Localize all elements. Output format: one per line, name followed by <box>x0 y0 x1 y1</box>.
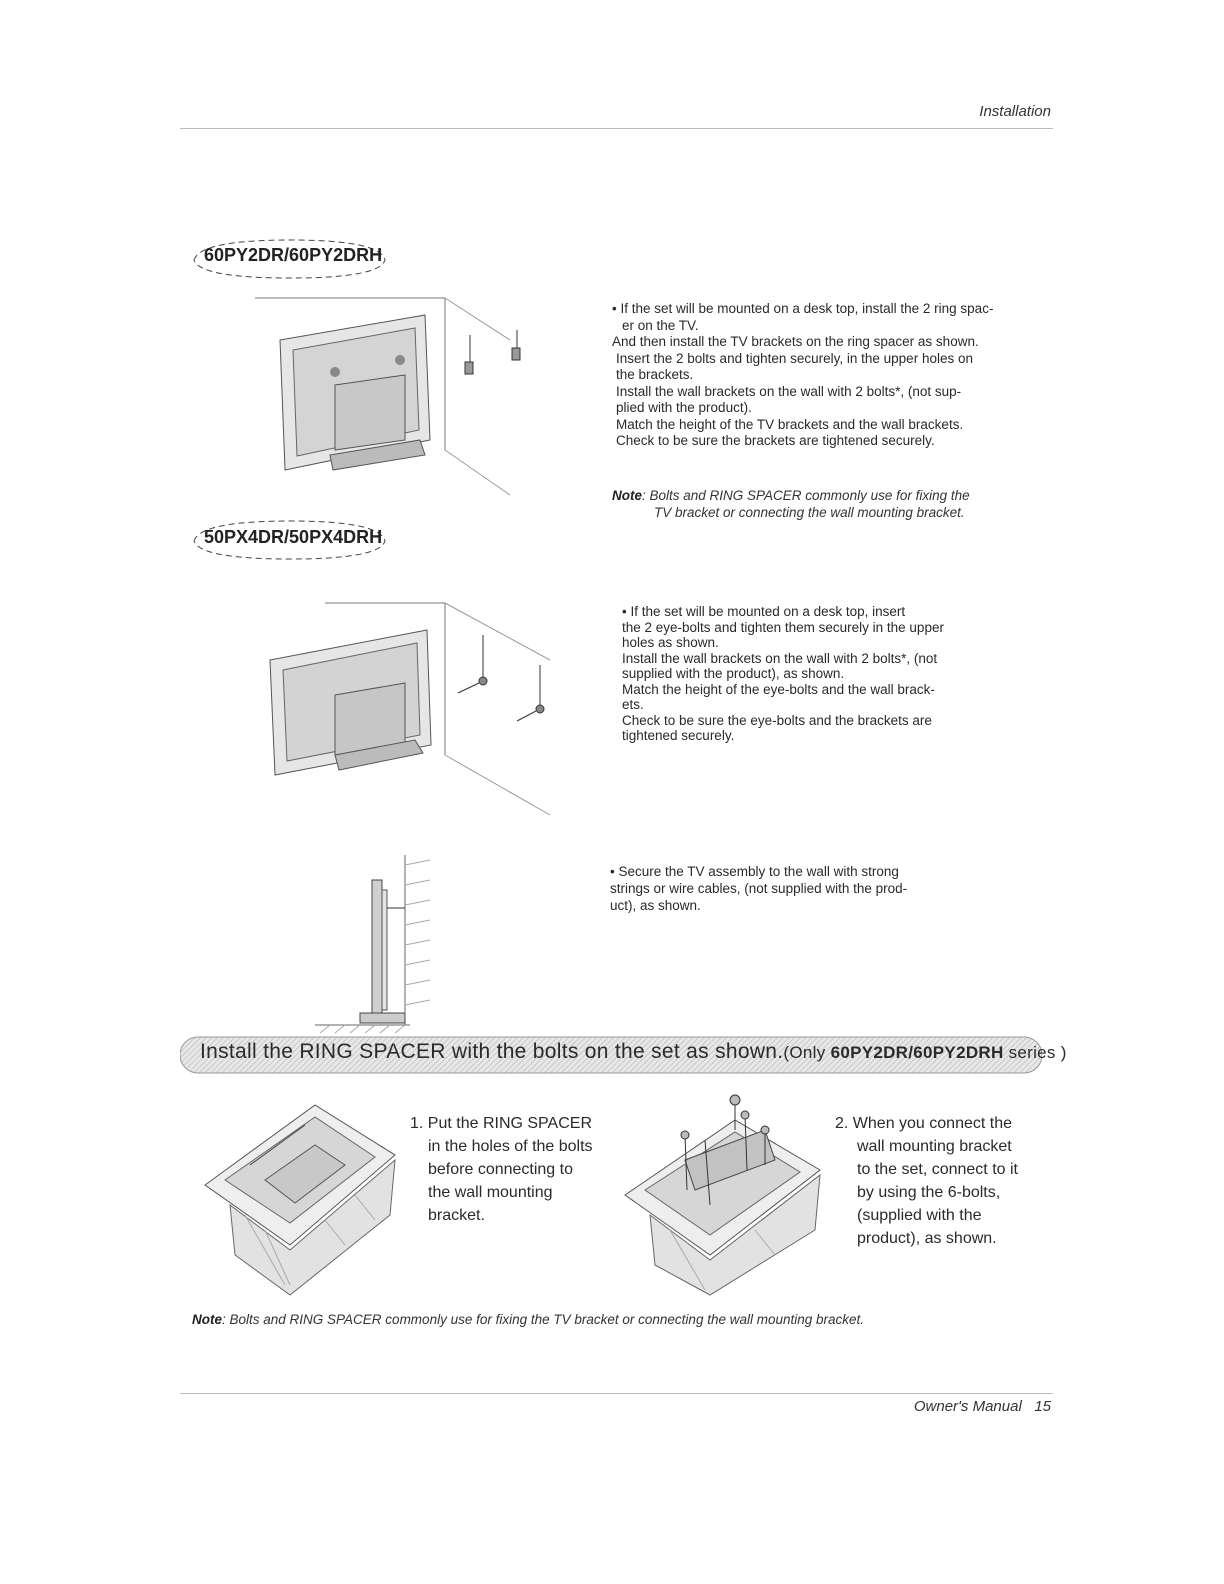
model-a-line-4: Insert the 2 bolts and tighten securely, in the upper holes on <box>616 350 973 366</box>
footer <box>914 1398 1051 1415</box>
tv-face-down-bracket-bolts-diagram <box>615 1090 830 1300</box>
header-rule <box>180 128 1053 129</box>
model-b-line-2: the 2 eye-bolts and tighten them securely in the upper <box>622 619 944 635</box>
footer-manual-title: Owner's Manual <box>913 1398 1022 1415</box>
model-b-label-bubble <box>180 513 400 563</box>
step-1-line-5: bracket. <box>428 1207 485 1224</box>
step-2-line-4: by using the 6-bolts, <box>857 1184 1001 1201</box>
model-b-wall-bracket-illustration <box>255 595 555 820</box>
banner-paren-open: (Only <box>783 1043 831 1062</box>
footer-rule <box>180 1393 1053 1394</box>
secure-instructions <box>610 863 990 914</box>
model-a-line-1: • If the set will be mounted on a desk top, install the 2 ring spac- <box>612 301 994 316</box>
step-2-line-6: product), as shown. <box>857 1230 997 1247</box>
secure-line-3: uct), as shown. <box>610 898 701 913</box>
model-a-label-bubble <box>180 232 400 282</box>
step-2-text <box>835 1112 1055 1250</box>
model-a-label: 60PY2DR/60PY2DRH <box>204 245 383 265</box>
model-a-note <box>612 487 1052 521</box>
section-banner-title <box>200 1040 1067 1064</box>
step-2-illustration <box>615 1090 830 1300</box>
step-2-line-5: (supplied with the <box>857 1207 982 1224</box>
side-view-illustration <box>310 855 440 1035</box>
banner-main-text: Install the RING SPACER with the bolts on the set as shown. <box>200 1040 784 1063</box>
secure-line-2: strings or wire cables, (not supplied with the prod- <box>610 881 908 896</box>
model-b-line-4: Install the wall brackets on the wall with 2 bolts*, (not <box>622 650 938 666</box>
step-2-line-1: 2. When you connect the <box>835 1115 1012 1132</box>
model-b-instructions <box>622 604 1022 744</box>
step-1-line-1: 1. Put the RING SPACER <box>410 1115 592 1132</box>
step-1-illustration <box>195 1095 405 1300</box>
model-a-note-line-1: : Bolts and RING SPACER commonly use for fixing the <box>642 488 970 503</box>
model-b-line-9: tightened securely. <box>622 728 735 743</box>
section-title: Installation <box>979 103 1051 120</box>
bottom-note-label: Note <box>192 1312 222 1327</box>
model-a-instructions <box>612 301 1052 450</box>
banner-model-names: 60PY2DR/60PY2DRH <box>830 1043 1004 1062</box>
model-a-line-6: Install the wall brackets on the wall with 2 bolts*, (not sup- <box>616 383 962 399</box>
model-a-line-5: the brackets. <box>616 367 694 382</box>
tv-eye-bolt-diagram <box>255 595 555 820</box>
step-2-line-3: to the set, connect to it <box>857 1161 1018 1178</box>
model-a-wall-bracket-illustration <box>255 290 555 500</box>
model-a-note-line-2: TV bracket or connecting the wall mounting bracket. <box>654 505 965 520</box>
bottom-note-text: : Bolts and RING SPACER commonly use for fixing the TV bracket or connecting the wall mounting bracket. <box>222 1312 865 1327</box>
step-1-text <box>410 1112 630 1227</box>
model-b-line-5: supplied with the product), as shown. <box>622 666 845 681</box>
tv-side-cable-diagram <box>310 855 440 1035</box>
secure-line-1: • Secure the TV assembly to the wall with strong <box>610 864 899 879</box>
model-a-line-3: And then install the TV brackets on the ring spacer as shown. <box>612 334 979 349</box>
tv-face-down-ring-spacer-diagram <box>195 1095 405 1300</box>
step-1-line-2: in the holes of the bolts <box>428 1138 593 1155</box>
model-b-label: 50PX4DR/50PX4DRH <box>204 527 383 547</box>
model-a-line-2: er on the TV. <box>622 317 699 333</box>
step-1-line-3: before connecting to <box>428 1161 573 1178</box>
step-2-line-2: wall mounting bracket <box>857 1138 1012 1155</box>
model-b-line-3: holes as shown. <box>622 635 719 650</box>
banner-suffix: series ) <box>1003 1043 1067 1062</box>
model-b-line-7: ets. <box>622 697 644 712</box>
model-b-line-8: Check to be sure the eye-bolts and the brackets are <box>622 712 932 728</box>
model-a-line-9: Check to be sure the brackets are tightened securely. <box>616 433 935 448</box>
model-a-note-label: Note <box>612 488 642 503</box>
step-1-line-4: the wall mounting <box>428 1184 553 1201</box>
tv-wall-mount-diagram <box>255 290 555 500</box>
page-number: 15 <box>1034 1398 1051 1415</box>
model-a-line-8: Match the height of the TV brackets and the wall brackets. <box>616 416 964 432</box>
bottom-note <box>192 1311 1052 1328</box>
model-b-line-1: • If the set will be mounted on a desk top, insert <box>622 604 906 619</box>
model-a-line-7: plied with the product). <box>616 400 752 415</box>
model-b-line-6: Match the height of the eye-bolts and the wall brack- <box>622 681 935 697</box>
